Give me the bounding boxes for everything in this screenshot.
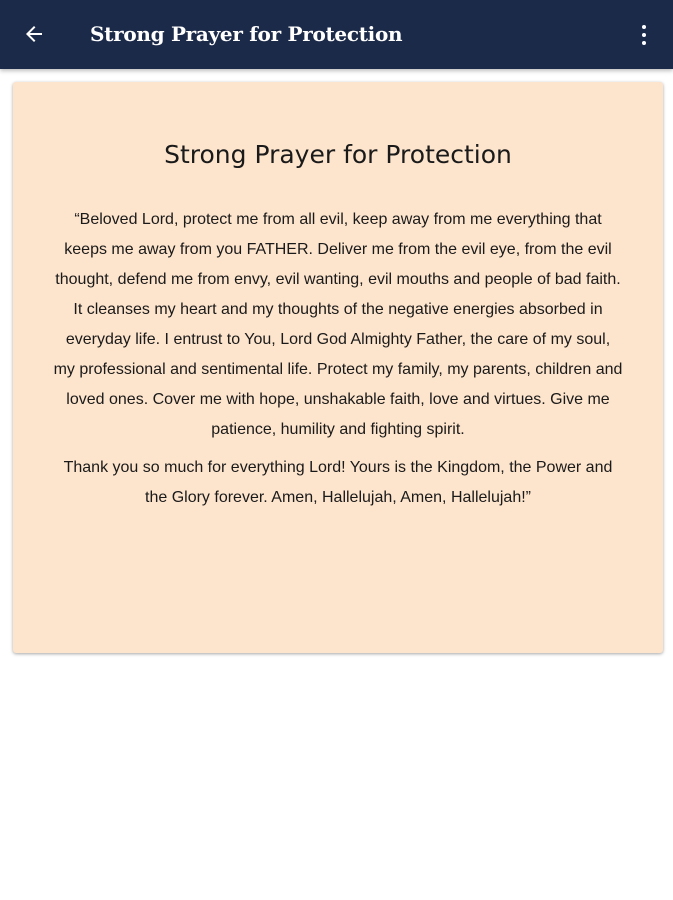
- prayer-title: Strong Prayer for Protection: [164, 140, 512, 169]
- prayer-card: [13, 82, 663, 653]
- more-vertical-icon: [642, 25, 646, 29]
- prayer-paragraph-2: Thank you so much for everything Lord! Yours is the Kingdom, the Power and the Glory forever. Amen, Hallelujah, Amen, Hallelujah!”: [63, 459, 613, 506]
- back-button[interactable]: [14, 16, 54, 52]
- app-bar: [0, 0, 673, 69]
- more-options-button[interactable]: [629, 17, 659, 53]
- prayer-paragraph-1: “Beloved Lord, protect me from all evil, keep away from me everything that keeps me away from you FATHER. Deliver me from the evil eye, from the evil thought, defend me from envy, evil wanting, evil mouths and people of bad faith. It cleanses my heart and my thoughts of the negative energies absorbed in everyday life. I entrust to You, Lord God Almighty Father, the care of my soul, my professional and sentimental life. Protect my family, my parents, children and loved ones. Cover me with hope, unshakable faith, love and virtues. Give me patience, humility and fighting spirit.: [53, 211, 623, 438]
- app-bar-title: Strong Prayer for Protection: [90, 22, 403, 46]
- arrow-left-icon: [22, 22, 46, 46]
